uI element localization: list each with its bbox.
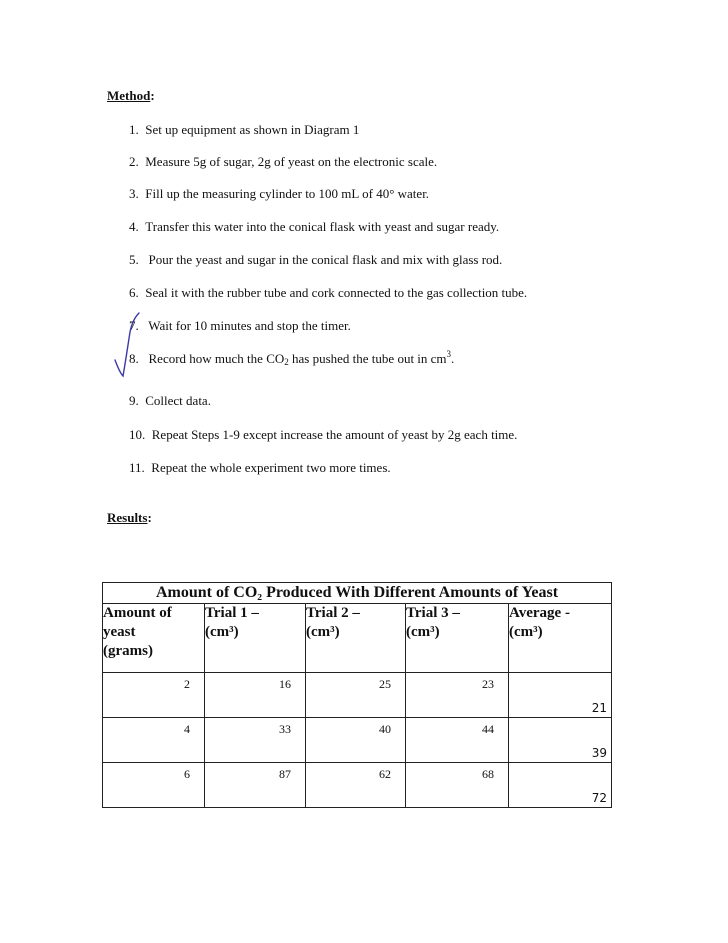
cell-yeast: 4 — [103, 718, 205, 763]
results-table — [102, 582, 612, 808]
header-trial-1: Trial 1 – (cm³) — [205, 604, 306, 673]
cell-trial-2: 62 — [306, 763, 406, 808]
method-step-1: 1. Set up equipment as shown in Diagram 1 — [129, 122, 360, 137]
cell-average: 72 — [509, 763, 612, 808]
table-row — [103, 763, 612, 808]
table-row — [103, 673, 612, 718]
method-step-2: 2. Measure 5g of sugar, 2g of yeast on the electronic scale. — [129, 154, 438, 169]
method-step-3: 3. Fill up the measuring cylinder to 100 mL of 40° water. — [129, 186, 430, 201]
results-heading: Results: — [107, 510, 152, 525]
header-average: Average - (cm³) — [509, 604, 612, 673]
table-title: Amount of CO₂ Produced With Different Amounts of Yeast — [103, 583, 612, 604]
method-step-9: 9. Collect data. — [129, 393, 211, 408]
cell-trial-1: 33 — [205, 718, 306, 763]
method-step-6: 6. Seal it with the rubber tube and cork connected to the gas collection tube. — [129, 285, 528, 300]
method-step-8: 8. Record how much the $CO_2$ has pushed the tube out in $cm^3$. — [129, 349, 455, 367]
cell-yeast: 2 — [103, 673, 205, 718]
cell-average: 39 — [509, 718, 612, 763]
cell-yeast: 6 — [103, 763, 205, 808]
cell-trial-3: 68 — [406, 763, 509, 808]
header-trial-2: Trial 2 – (cm³) — [306, 604, 406, 673]
header-amount-of-yeast: Amount of yeast (grams) — [103, 604, 205, 673]
header-trial-3: Trial 3 – (cm³) — [406, 604, 509, 673]
method-heading: Method: — [107, 88, 155, 103]
cell-trial-1: 87 — [205, 763, 306, 808]
cell-trial-3: 23 — [406, 673, 509, 718]
method-step-7: 7. Wait for 10 minutes and stop the timer. — [129, 318, 351, 333]
method-step-4: 4. Transfer this water into the conical flask with yeast and sugar ready. — [129, 219, 500, 234]
cell-average: 21 — [509, 673, 612, 718]
handwritten-check-mark-icon — [112, 310, 142, 382]
method-step-5: 5. Pour the yeast and sugar in the conical flask and mix with glass rod. — [129, 252, 503, 267]
cell-trial-2: 25 — [306, 673, 406, 718]
cell-trial-1: 16 — [205, 673, 306, 718]
cell-trial-2: 40 — [306, 718, 406, 763]
table-header-row — [103, 604, 612, 673]
cell-trial-3: 44 — [406, 718, 509, 763]
method-step-11: 11. Repeat the whole experiment two more times. — [129, 460, 391, 475]
table-row — [103, 718, 612, 763]
method-step-10: 10. Repeat Steps 1-9 except increase the amount of yeast by 2g each time. — [129, 427, 518, 442]
